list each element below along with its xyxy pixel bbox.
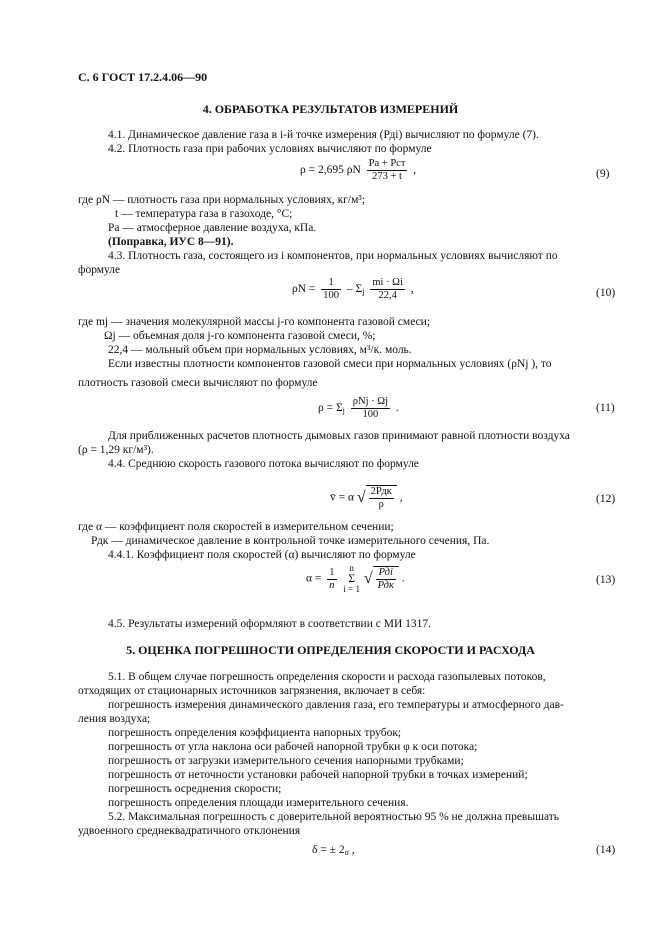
eq9-left: ρ = 2,695 ρN	[300, 164, 361, 177]
list-item: погрешность определения площади измерительного сечения.	[108, 797, 409, 809]
eq14-sub: σ	[344, 848, 349, 857]
paragraph-4-1: 4.1. Динамическое давление газа в i-й точке измерения (Рдi) вычисляют по формуле (7).	[108, 129, 539, 141]
eq11-den: 100	[362, 409, 379, 420]
paragraph-5-1-b: отходящих от стационарных источников загрязнения, включает в себя:	[78, 685, 426, 697]
eq11-left: ρ = Σ	[318, 402, 343, 415]
eq14-left: δ = ± 2	[312, 844, 345, 856]
eq10-sum: – Σ	[346, 283, 363, 296]
sqrt-icon: √	[356, 489, 366, 506]
eq13-fraction-2	[376, 567, 396, 592]
section-4-title: 4. ОБРАБОТКА РЕЗУЛЬТАТОВ ИЗМЕРЕНИЙ	[202, 102, 459, 116]
eq13-den: Рдк	[377, 580, 394, 591]
eq11-fraction	[351, 396, 390, 421]
equation-12	[330, 485, 403, 511]
eq11-number: (11)	[596, 402, 615, 414]
eq14-tail: ,	[351, 844, 355, 856]
where-pdk: Рдк — динамическое давление в контрольной точке измерительного сечения, Па.	[91, 535, 490, 547]
list-item: погрешность определения коэффициента напорных трубок;	[108, 727, 402, 739]
equation-10	[292, 277, 414, 302]
amendment-note: (Поправка, ИУС 8—91).	[108, 236, 234, 248]
paragraph-4-4: 4.4. Среднюю скорость газового потока вычисляют по формуле	[108, 458, 419, 470]
list-item: погрешность осреднения скорости;	[108, 783, 282, 795]
eq13-sum-bottom: i = 1	[343, 584, 360, 594]
where-alpha: где α — коэффициент поля скоростей в измерительном сечении;	[78, 521, 394, 533]
eq12-number: (12)	[596, 493, 616, 505]
paragraph-4-2: 4.2. Плотность газа при рабочих условиях вычисляют по формуле	[108, 143, 432, 155]
where-pa: Ра — атмосферное давление воздуха, кПа.	[108, 222, 317, 234]
eq10-sum-index: j	[362, 287, 365, 297]
eq13-radical	[373, 566, 399, 592]
eq11-sum-index: j	[342, 406, 345, 416]
eq13-left: α =	[306, 572, 322, 585]
eq13-number: (13)	[596, 574, 616, 586]
eq9-tail: ,	[413, 164, 417, 177]
section-5-title: 5. ОЦЕНКА ПОГРЕШНОСТИ ОПРЕДЕЛЕНИЯ СКОРОСТИ И РАСХОДА	[126, 643, 535, 657]
paragraph-4-3-c: Если известны плотности компонентов газовой смеси при нормальных условиях (ρNj ), то	[108, 358, 552, 370]
list-item: погрешность от неточности установки рабочей напорной трубки в точках измерений;	[108, 769, 528, 781]
eq13-sum	[343, 564, 360, 594]
sqrt-icon: √	[363, 570, 373, 587]
eq9-numerator: Ра + Рст	[368, 158, 406, 169]
eq10-left: ρN =	[292, 283, 316, 296]
eq11-tail: .	[395, 402, 399, 415]
eq13-sum-top: n	[349, 563, 354, 573]
eq13-num: Рдi	[376, 567, 396, 580]
eq13-sum-sign: Σ	[348, 573, 356, 585]
paragraph-4-5: 4.5. Результаты измерений оформляют в соответствии с МИ 1317.	[108, 618, 432, 630]
eq10-f2-num: mi · Ωi	[372, 277, 403, 288]
eq13-fraction-1	[327, 567, 336, 592]
paragraph-5-2-b: удвоенного среднеквадратичного отклонения	[78, 825, 301, 837]
eq9-number: (9)	[596, 168, 610, 180]
where-rho-n: где ρN — плотность газа при нормальных условиях, кг/м³;	[78, 194, 366, 206]
equation-11	[318, 396, 399, 421]
eq13-f1-num: 1	[329, 566, 335, 578]
eq10-fraction-1	[321, 277, 341, 302]
eq12-den: ρ	[378, 499, 384, 510]
eq13-tail: .	[401, 572, 405, 585]
paragraph-4-3-d: плотность газовой смеси вычисляют по формуле	[78, 377, 318, 389]
eq10-f1-den: 100	[323, 290, 340, 301]
page-header: С. 6 ГОСТ 17.2.4.06—90	[78, 70, 208, 84]
eq10-f2-den: 22,4	[378, 290, 397, 301]
equation-9	[300, 158, 416, 183]
list-item: погрешность измерения динамического давления газа, его температуры и атмосферного дав-	[108, 699, 564, 711]
eq12-left: v̄ = α	[330, 491, 355, 504]
where-omega: Ωj — объемная доля j-го компонента газовой смеси, %;	[104, 330, 376, 342]
eq12-num: 2Рдк	[370, 486, 392, 497]
where-mj: где mj — значения молекулярной массы j-го компонента газовой смеси;	[78, 316, 431, 328]
eq10-fraction-2	[370, 277, 405, 302]
where-molar-volume: 22,4 — мольный объем при нормальных условиях, м³/к. моль.	[108, 344, 412, 356]
eq10-tail: ,	[410, 283, 414, 296]
eq9-fraction	[367, 158, 408, 183]
eq13-f1-den: n	[329, 579, 335, 591]
paragraph-4-3: 4.3. Плотность газа, состоящего из i компонентов, при нормальных условиях вычисляют по	[108, 250, 558, 262]
list-item: ления воздуха;	[78, 713, 151, 725]
list-item: погрешность от угла наклона оси рабочей напорной трубки φ к оси потока;	[108, 741, 478, 753]
equation-13	[306, 564, 405, 594]
eq12-tail: ,	[399, 491, 403, 504]
eq10-number: (10)	[596, 287, 616, 299]
paragraph-4-3-e: Для приближенных расчетов плотность дымовых газов принимают равной плотности воздуха	[108, 430, 570, 442]
paragraph-5-1: 5.1. В общем случае погрешность определения скорости и расхода газопылевых потоков,	[108, 671, 546, 683]
eq11-num: ρNj · Ωj	[352, 396, 388, 407]
paragraph-4-3-cont: формуле	[78, 264, 121, 276]
eq12-radical	[366, 485, 397, 511]
eq9-denominator: 273 + t	[372, 171, 402, 182]
paragraph-4-4-1: 4.4.1. Коэффициент поля скоростей (α) вычисляют по формуле	[108, 549, 416, 561]
where-t: t — температура газа в газоходе, °С;	[115, 208, 293, 220]
eq14-number: (14)	[596, 844, 616, 856]
paragraph-5-2: 5.2. Максимальная погрешность с доверительной вероятностью 95 % не должна превышать	[108, 811, 560, 823]
list-item: погрешность от загрузки измерительного сечения напорными трубками;	[108, 755, 464, 767]
eq10-f1-num: 1	[321, 277, 341, 290]
eq12-fraction	[369, 486, 394, 511]
paragraph-4-3-f: (ρ = 1,29 кг/м³).	[78, 444, 154, 456]
equation-14	[312, 843, 355, 860]
